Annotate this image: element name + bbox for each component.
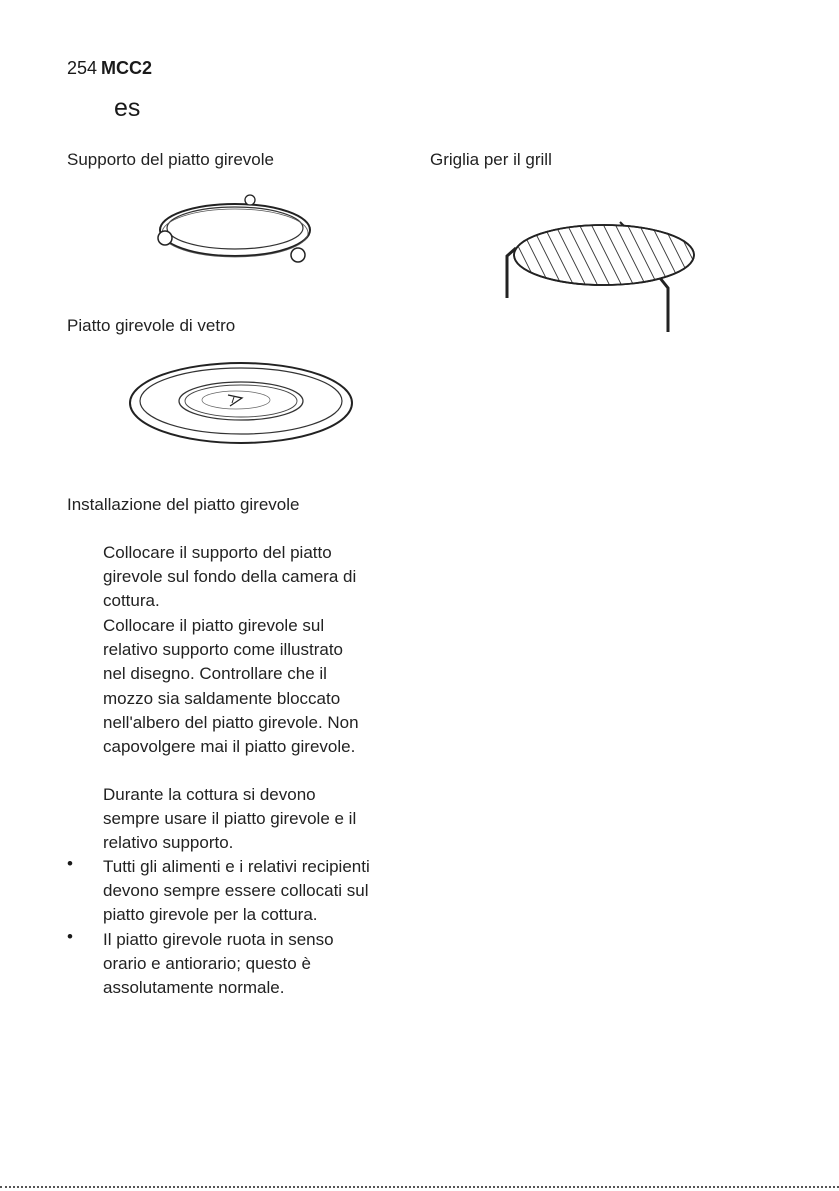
text-line: Collocare il piatto girevole sul — [103, 616, 325, 635]
label-grill-rack: Griglia per il grill — [430, 150, 552, 169]
language-code: es — [114, 94, 141, 122]
bullet-foods-on-turntable — [103, 855, 370, 928]
bullet-marker: • — [67, 927, 73, 946]
text-line: Collocare il supporto del piatto — [103, 543, 332, 562]
text-line: cottura. — [103, 591, 160, 611]
text-line: Durante la cottura si devono — [103, 785, 316, 804]
text-line: relativo supporto come illustrato — [103, 640, 344, 660]
text-line: relativo supporto. — [103, 833, 234, 853]
text-line: mozzo sia saldamente bloccato — [103, 688, 341, 708]
page-bottom-border — [0, 1186, 839, 1188]
instruction-place-turntable — [103, 614, 359, 759]
bullet-rotation-normal — [103, 928, 334, 1001]
text-line: assolutamente normale. — [103, 978, 285, 998]
bullet-marker: • — [67, 854, 73, 873]
text-line: orario e antiorario; questo è — [103, 954, 311, 974]
page-header — [67, 58, 152, 79]
model-name: MCC2 — [101, 58, 153, 78]
grill-rack-illustration — [500, 218, 705, 336]
text-line: girevole sul fondo della camera di — [103, 567, 357, 587]
page-number: 254 — [67, 58, 98, 78]
installation-heading: Installazione del piatto girevole — [67, 495, 300, 514]
text-line: nell'albero del piatto girevole. Non — [103, 712, 359, 732]
label-turntable-support: Supporto del piatto girevole — [67, 150, 274, 169]
text-line: nel disegno. Controllare che il — [103, 664, 327, 684]
text-line: Il piatto girevole ruota in senso — [103, 930, 334, 949]
glass-turntable-illustration — [128, 360, 354, 446]
text-line: Tutti gli alimenti e i relativi recipienti — [103, 857, 370, 876]
text-line: devono sempre essere collocati sul — [103, 881, 369, 901]
instruction-place-support — [103, 541, 356, 614]
text-line: sempre usare il piatto girevole e il — [103, 809, 357, 829]
text-line: piatto girevole per la cottura. — [103, 905, 318, 925]
turntable-support-illustration — [150, 192, 320, 270]
text-line: capovolgere mai il piatto girevole. — [103, 737, 356, 757]
instruction-always-use — [103, 783, 356, 856]
label-glass-turntable: Piatto girevole di vetro — [67, 316, 236, 335]
